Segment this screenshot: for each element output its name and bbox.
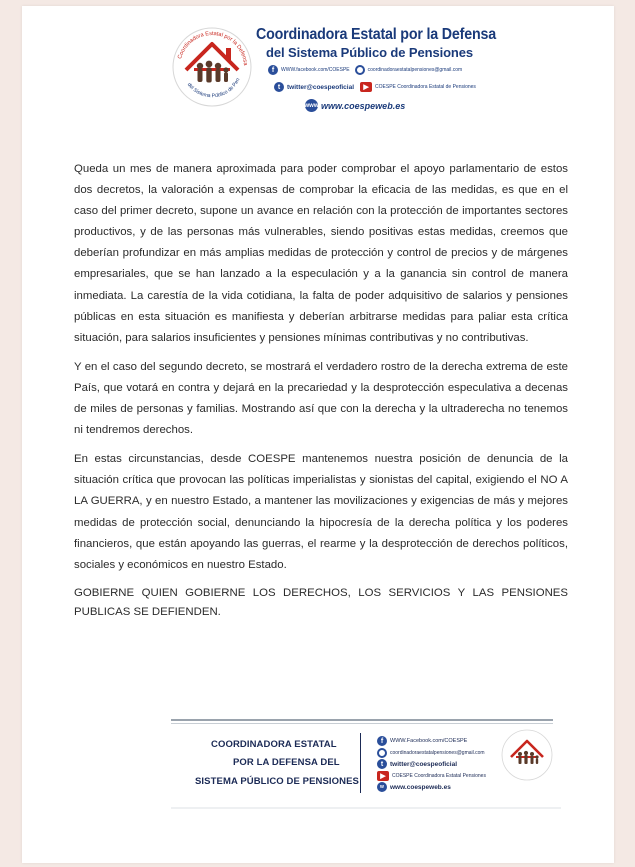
paragraph-3: En estas circunstancias, desde COESPE mantenemos nuestra posición de denuncia de la situación crítica que provocan las políticas imperialistas y sionistas del capital, exigiendo el NO A LA GUERRA, y en nuestro Estado, a mantener las movilizaciones y exigencias de más y mejores medidas de protección social, denunciando la hipocresía de la derecha política y los poderes financieros, que están apoyando las guerras, el rearme y la desprotección de derechos políticos, sociales y económicos en nuestro Estado. — [74, 453, 568, 571]
svg-text:del Sistema Público de Pension: del Sistema Público de Pen — [185, 77, 242, 100]
svg-text:Coordinadora Estatal por la De: Coordinadora Estatal por la Defensa — [177, 30, 248, 66]
coespe-logo-icon — [170, 26, 254, 108]
letter-footer — [171, 719, 561, 799]
document-page — [22, 6, 614, 863]
contact-row-3 — [305, 99, 405, 112]
youtube-channel[interactable]: COESPE Coordinadora Estatal de Pensiones — [375, 84, 476, 90]
footer-facebook-link[interactable]: WWW.Facebook.com/COESPE — [390, 738, 468, 744]
footer-shadow — [171, 807, 561, 809]
footer-contact-fb — [377, 736, 467, 746]
org-title-line2: del Sistema Público de Pensiones — [266, 45, 474, 60]
youtube-icon: ▶ — [360, 82, 372, 92]
letterhead — [170, 24, 497, 118]
footer-separator — [360, 733, 361, 793]
facebook-icon: f — [268, 65, 278, 75]
contact-row-2 — [274, 82, 476, 92]
org-title-line1: Coordinadora Estatal por la Defensa — [256, 26, 497, 43]
contact-row-1 — [268, 65, 462, 75]
footer-org-line3: SISTEMA PÚBLICO DE PENSIONES — [195, 776, 359, 787]
footer-org-line1: COORDINADORA ESTATAL — [211, 739, 337, 750]
footer-website-link[interactable]: www.coespeweb.es — [390, 783, 451, 791]
footer-contact-yt — [377, 771, 486, 781]
letter-body — [74, 159, 568, 630]
footer-twitter-handle[interactable]: twitter@coespeoficial — [390, 760, 458, 768]
footer-youtube-channel[interactable]: COESPE Coordinadora Estatal Pensiones — [392, 773, 486, 779]
footer-divider — [171, 719, 553, 721]
footer-org-line2: POR LA DEFENSA DEL — [233, 757, 340, 768]
footer-logo-icon — [501, 727, 553, 783]
footer-contact-tw — [377, 759, 457, 769]
globe-icon: w — [377, 782, 387, 792]
facebook-icon: f — [377, 736, 387, 746]
footer-divider-thin — [171, 723, 553, 724]
email-icon — [355, 65, 365, 75]
website-link[interactable]: www.coespeweb.es — [321, 100, 406, 111]
twitter-icon: t — [274, 82, 284, 92]
facebook-link[interactable]: WWW.facebook.com/COESPE — [281, 67, 350, 73]
twitter-handle[interactable]: twitter@coespeoficial — [287, 83, 355, 91]
footer-email-link[interactable]: coordinadoraestatalpensiones@gmail.com — [390, 750, 485, 756]
footer-contact-web — [377, 782, 451, 792]
twitter-icon: t — [377, 759, 387, 769]
closing-slogan: GOBIERNE QUIEN GOBIERNE LOS DERECHOS, LOS SERVICIOS Y LAS PENSIONES PUBLICAS SE DEFIENDEN. — [74, 586, 568, 618]
paragraph-2: Y en el caso del segundo decreto, se mostrará el verdadero rostro de la derecha extrema de este País, que votará en contra y dejará en la precariedad y la desprotección especulativa a decenas de miles de personas y familias. Mostrando así que con la derecha y la ultraderecha no tenemos ni tendremos derechos. — [74, 360, 568, 437]
paragraph-1: Queda un mes de manera aproximada para poder comprobar el apoyo parlamentario de estos dos decretos, la valoración a expensas de comprobar la eficacia de las medidas, es que en el caso del primer decreto, supone un avance en relación con la protección de importantes sectores productivos, y de las personas más vulnerables, siendo positivas estas medidas, creemos que deberían profundizar en más amplias medidas de protección y control de precios y de márgenes empresariales, que se han lanzado a la especulación y a la ganancia sin control de manera inmediata. La carestía de la vida cotidiana, la falta de poder adquisitivo de salarios y pensiones públicas en esta situación es manifiesta y deberían arbitrarse medidas para paliar esta crítica situación, para salarios insuficientes y pensiones mínimas contributivas y no contributivas. — [74, 163, 568, 344]
email-link[interactable]: coordinadoraestatalpensiones@gmail.com — [367, 67, 463, 73]
email-icon — [377, 748, 387, 758]
globe-icon: www — [305, 99, 318, 112]
footer-contact-mail — [377, 748, 485, 758]
youtube-icon: ▶ — [377, 771, 389, 781]
